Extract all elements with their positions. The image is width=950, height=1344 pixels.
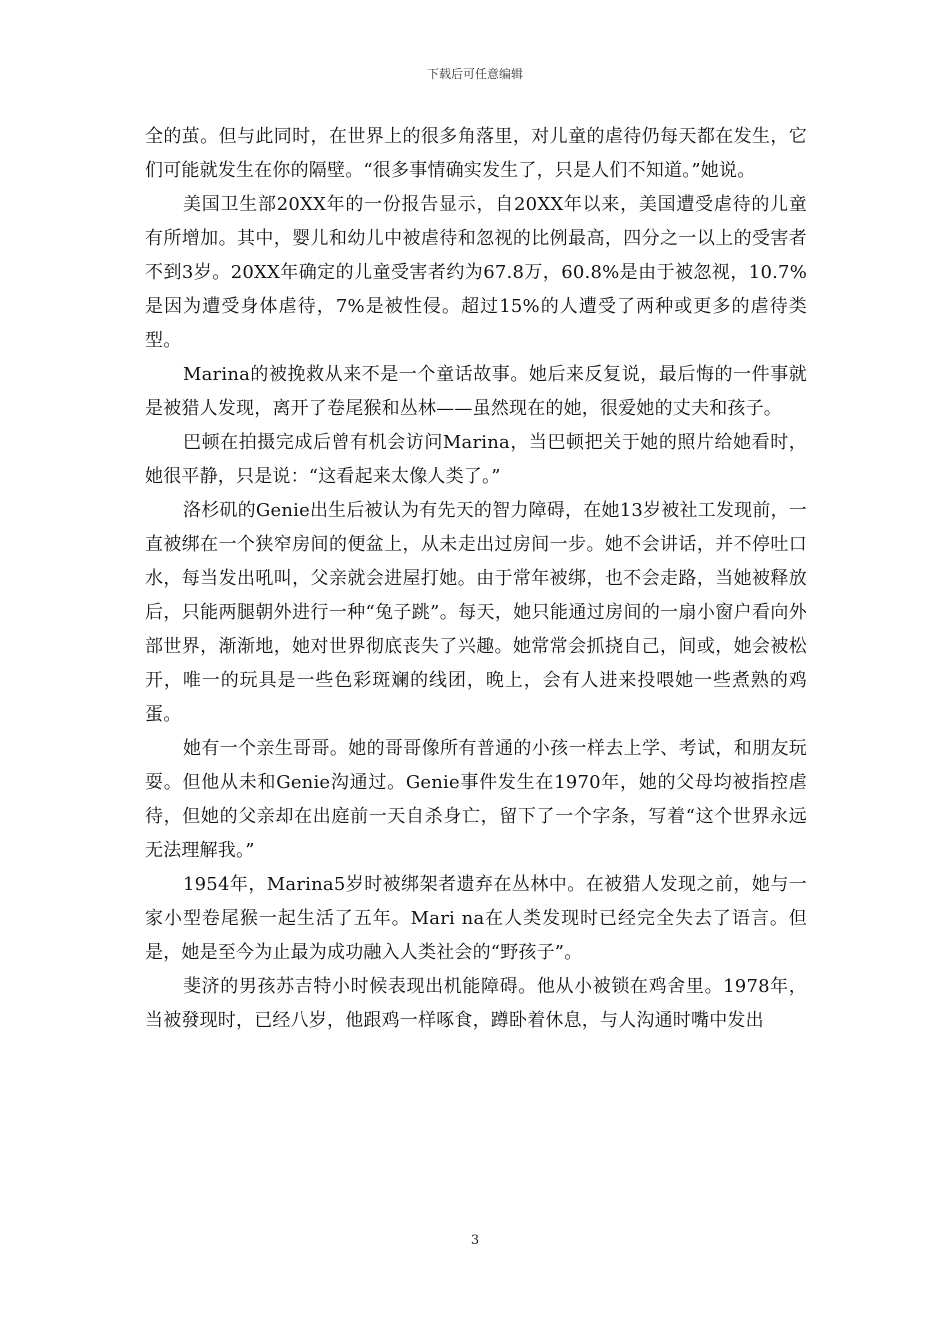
paragraph-barton-visit: 巴顿在拍摄完成后曾有机会访问Marina，当巴顿把关于她的照片给她看时，她很平静，只是说：“这看起来太像人类了。” <box>145 432 807 487</box>
paragraph-sujit: 斐济的男孩苏吉特小时候表现出机能障碍。他从小被锁在鸡舍里。1978年，当被發现时，已经八岁，他跟鸡一样啄食，蹲卧着休息，与人沟通时嘴中发出 <box>145 976 807 1031</box>
paragraph-genie-brother: 她有一个亲生哥哥。她的哥哥像所有普通的小孩一样去上学、考试，和朋友玩耍。但他从未和Genie沟通过。Genie事件发生在1970年，她的父母均被指控虐待，但她的父亲却在出庭前一天自杀身亡，留下了一个字条，写着“这个世界永远无法理解我。” <box>145 738 807 861</box>
page-header: 下载后可任意编辑 <box>426 67 523 81</box>
document-body <box>145 120 807 1038</box>
paragraph-marina-rescue: Marina的被挽救从来不是一个童话故事。她后来反复说，最后悔的一件事就是被猎人发现，离开了卷尾猴和丛林——虽然现在的她，很爱她的丈夫和孩子。 <box>145 364 807 419</box>
paragraph-continuation: 全的茧。但与此同时，在世界上的很多角落里，对儿童的虐待仍每天都在发生，它们可能就发生在你的隔壁。“很多事情确实发生了，只是人们不知道。”她说。 <box>145 126 807 181</box>
paragraph-statistics: 美国卫生部20XX年的一份报告显示，自20XX年以来，美国遭受虐待的儿童有所增加。其中，婴儿和幼儿中被虐待和忽视的比例最高，四分之一以上的受害者不到3岁。20XX年确定的儿童受害者约为67.8万，60.8%是由于被忽视，10.7%是因为遭受身体虐待，7%是被性侵。超过15%的人遭受了两种或更多的虐待类型。 <box>145 194 807 351</box>
paragraph-marina-1954: 1954年，Marina5岁时被绑架者遗弃在丛林中。在被猎人发现之前，她与一家小型卷尾猴一起生活了五年。Mari na在人类发现时已经完全失去了语言。但是，她是至今为止最为成功融入人类社会的“野孩子”。 <box>145 874 807 963</box>
page-number: 3 <box>470 1233 480 1248</box>
paragraph-genie: 洛杉矶的Genie出生后被认为有先天的智力障碍，在她13岁被社工发现前，一直被绑在一个狭窄房间的便盆上，从未走出过房间一步。她不会讲话，并不停吐口水，每当发出吼叫，父亲就会进屋打她。由于常年被绑，也不会走路，当她被释放后，只能两腿朝外进行一种“兔子跳”。每天，她只能通过房间的一扇小窗户看向外部世界，渐渐地，她对世界彻底丧失了兴趣。她常常会抓挠自己，间或，她会被松开，唯一的玩具是一些色彩斑斓的线团，晚上，会有人进来投喂她一些煮熟的鸡蛋。 <box>145 500 807 725</box>
